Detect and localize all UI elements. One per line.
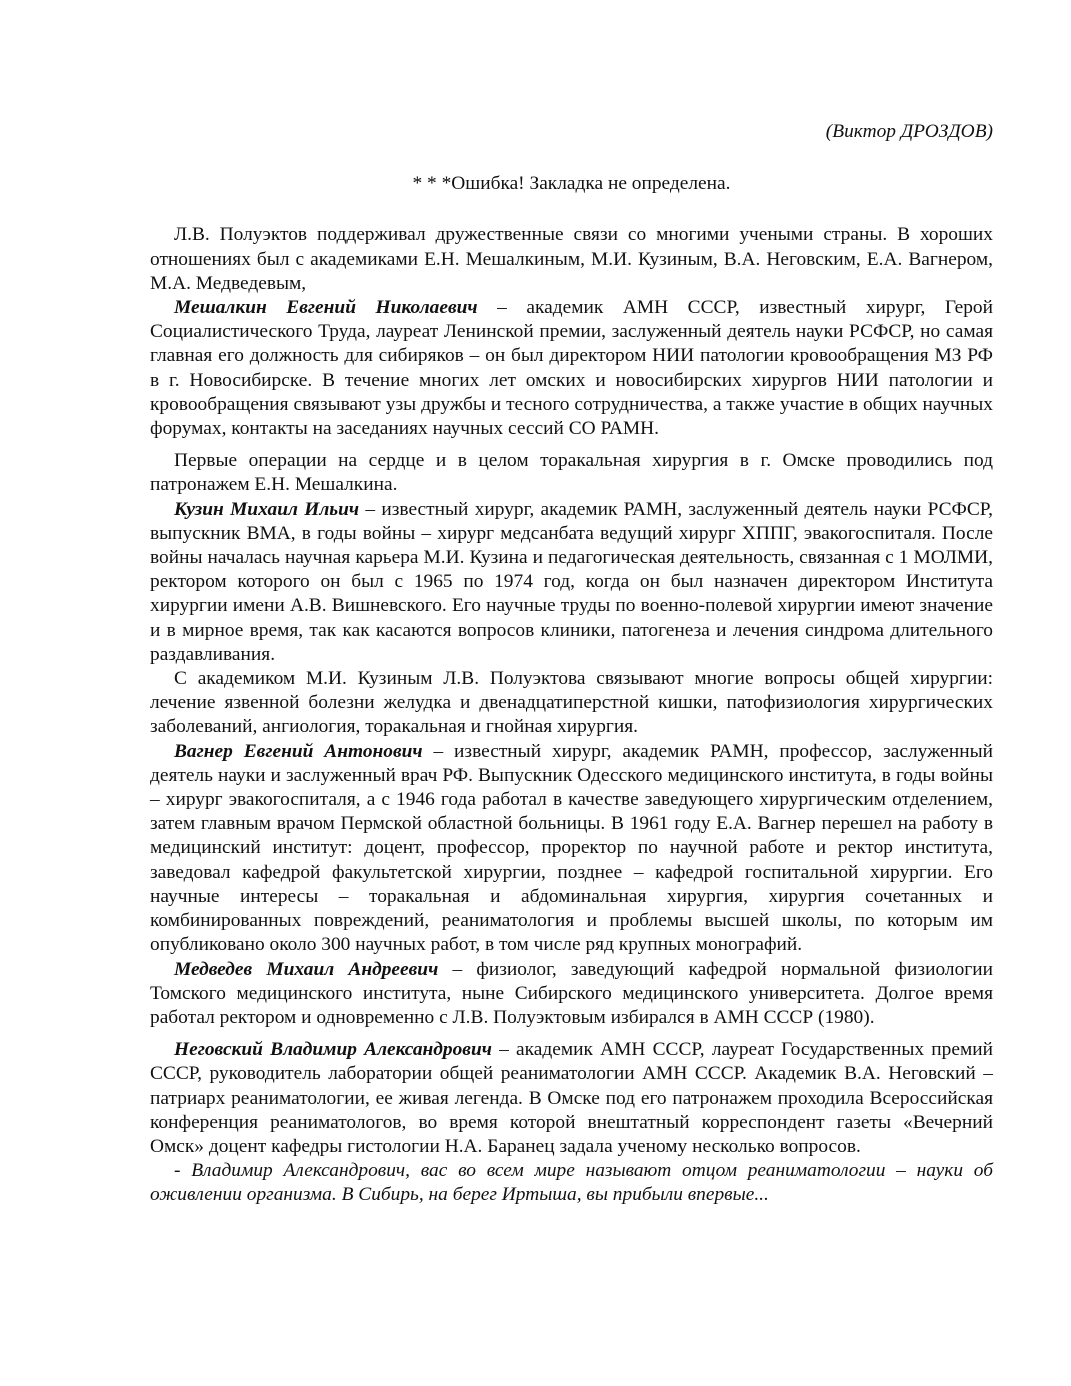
paragraph-intro	[150, 223, 993, 296]
paragraph-medvedev	[150, 958, 993, 1031]
document-page	[150, 120, 993, 1208]
paragraph-text: – известный хирург, академик РАМН, заслуженный деятель науки РСФСР, выпускник ВМА, в годы войны – хирург медсанбата ведущий хирург ХППГ, эвакогоспиталя. После войны началась научная карьера М.И. Кузина и педагогическая деятельность, связанная с 1 МОЛМИ, ректором которого он был с 1965 по 1974 год, когда он был назначен директором Института хирургии имени А.В. Вишневского. Его научные труды по военно-полевой хирургии имеют значение и в мирное время, так как касаются вопросов клиники, патогенеза и лечения синдрома длительного раздавливания.	[150, 498, 993, 665]
paragraph-text: – известный хирург, академик РАМН, профессор, заслуженный деятель науки и заслуженный врач РФ. Выпускник Одесского медицинского института, в годы войны – хирург эвакогоспиталя, а с 1946 года работал в качестве заведующего хирургическим отделением, затем главным врачом Пермской областной больницы. В 1961 году Е.А. Вагнер перешел на работу в медицинский институт: доцент, профессор, проректор по научной работе и ректор института, заведовал кафедрой факультетской хирургии, позднее – кафедрой госпитальной хирургии. Его научные интересы – торакальная и абдоминальная хирургия, хирургия сочетанных и комбинированных повреждений, реаниматология и проблемы высшей школы, по которым им опубликовано около 300 научных работ, в том числе ряд крупных монографий.	[150, 740, 993, 956]
paragraph-text: – физиолог, заведующий кафедрой нормальной физиологии Томского медицинского института, ныне Сибирского медицинского университета. Долгое время работал ректором и одновременно с Л.В. Полуэктовым избирался в АМН СССР (1980).	[150, 958, 993, 1028]
paragraph-negovsky	[150, 1038, 993, 1159]
paragraph-text: С академиком М.И. Кузиным Л.В. Полуэктова связывают многие вопросы общей хирургии: лечение язвенной болезни желудка и двенадцатиперстной кишки, патофизиология хирургических заболеваний, ангиология, торакальная и гнойная хирургия.	[150, 668, 993, 738]
person-name: Неговский Владимир Александрович	[174, 1039, 492, 1061]
interview-question: - Владимир Александрович, вас во всем мире называют отцом реаниматологии – науки об оживлении организма. В Сибирь, на берег Иртыша, вы прибыли впервые...	[150, 1160, 993, 1206]
paragraph-kuzin	[150, 498, 993, 667]
paragraph-vagner	[150, 740, 993, 958]
paragraph-text: Л.В. Полуэктов поддерживал дружественные связи со многими учеными страны. В хороших отношениях был с академиками Е.Н. Мешалкиным, М.И. Кузиным, В.А. Неговским, Е.А. Вагнером, М.А. Медведевым,	[150, 224, 993, 294]
paragraph-text: – академик АМН СССР, лауреат Государственных премий СССР, руководитель лаборатории общей реаниматологии АМН СССР. Академик В.А. Неговский – патриарх реаниматологии, ее живая легенда. В Омске под его патронажем проходила Всероссийская конференция реаниматологов, во время которой внештатный корреспондент газеты «Вечерний Омск» доцент кафедры гистологии Н.А. Баранец задала ученому несколько вопросов.	[150, 1039, 993, 1157]
author-signature: (Виктор ДРОЗДОВ)	[825, 121, 993, 142]
person-name: Кузин Михаил Ильич	[174, 498, 360, 520]
paragraph-meshalkin	[150, 296, 993, 441]
paragraph-text: – академик АМН СССР, известный хирург, Герой Социалистического Труда, лауреат Ленинской премии, заслуженный деятель науки РСФСР, но самая главная его должность для сибиряков – он был директором НИИ патологии кровообращения МЗ РФ в г. Новосибирске. В течение многих лет омских и новосибирских хирургов НИИ патологии и кровообращения связывают узы дружбы и тесного сотрудничества, а также участие в общих научных форумах, контакты на заседаниях научных сессий СО РАМН.	[150, 297, 993, 440]
bookmark-error-line: * * *Ошибка! Закладка не определена.	[412, 173, 731, 195]
person-name: Вагнер Евгений Антонович	[174, 740, 423, 762]
paragraph-kuzin-relations	[150, 667, 993, 740]
paragraph-first-operations	[150, 449, 993, 497]
person-name: Медведев Михаил Андреевич	[174, 958, 439, 980]
paragraph-text: Первые операции на сердце и в целом торакальная хирургия в г. Омске проводились под патронажем Е.Н. Мешалкина.	[150, 450, 993, 496]
person-name: Мешалкин Евгений Николаевич	[174, 297, 478, 319]
